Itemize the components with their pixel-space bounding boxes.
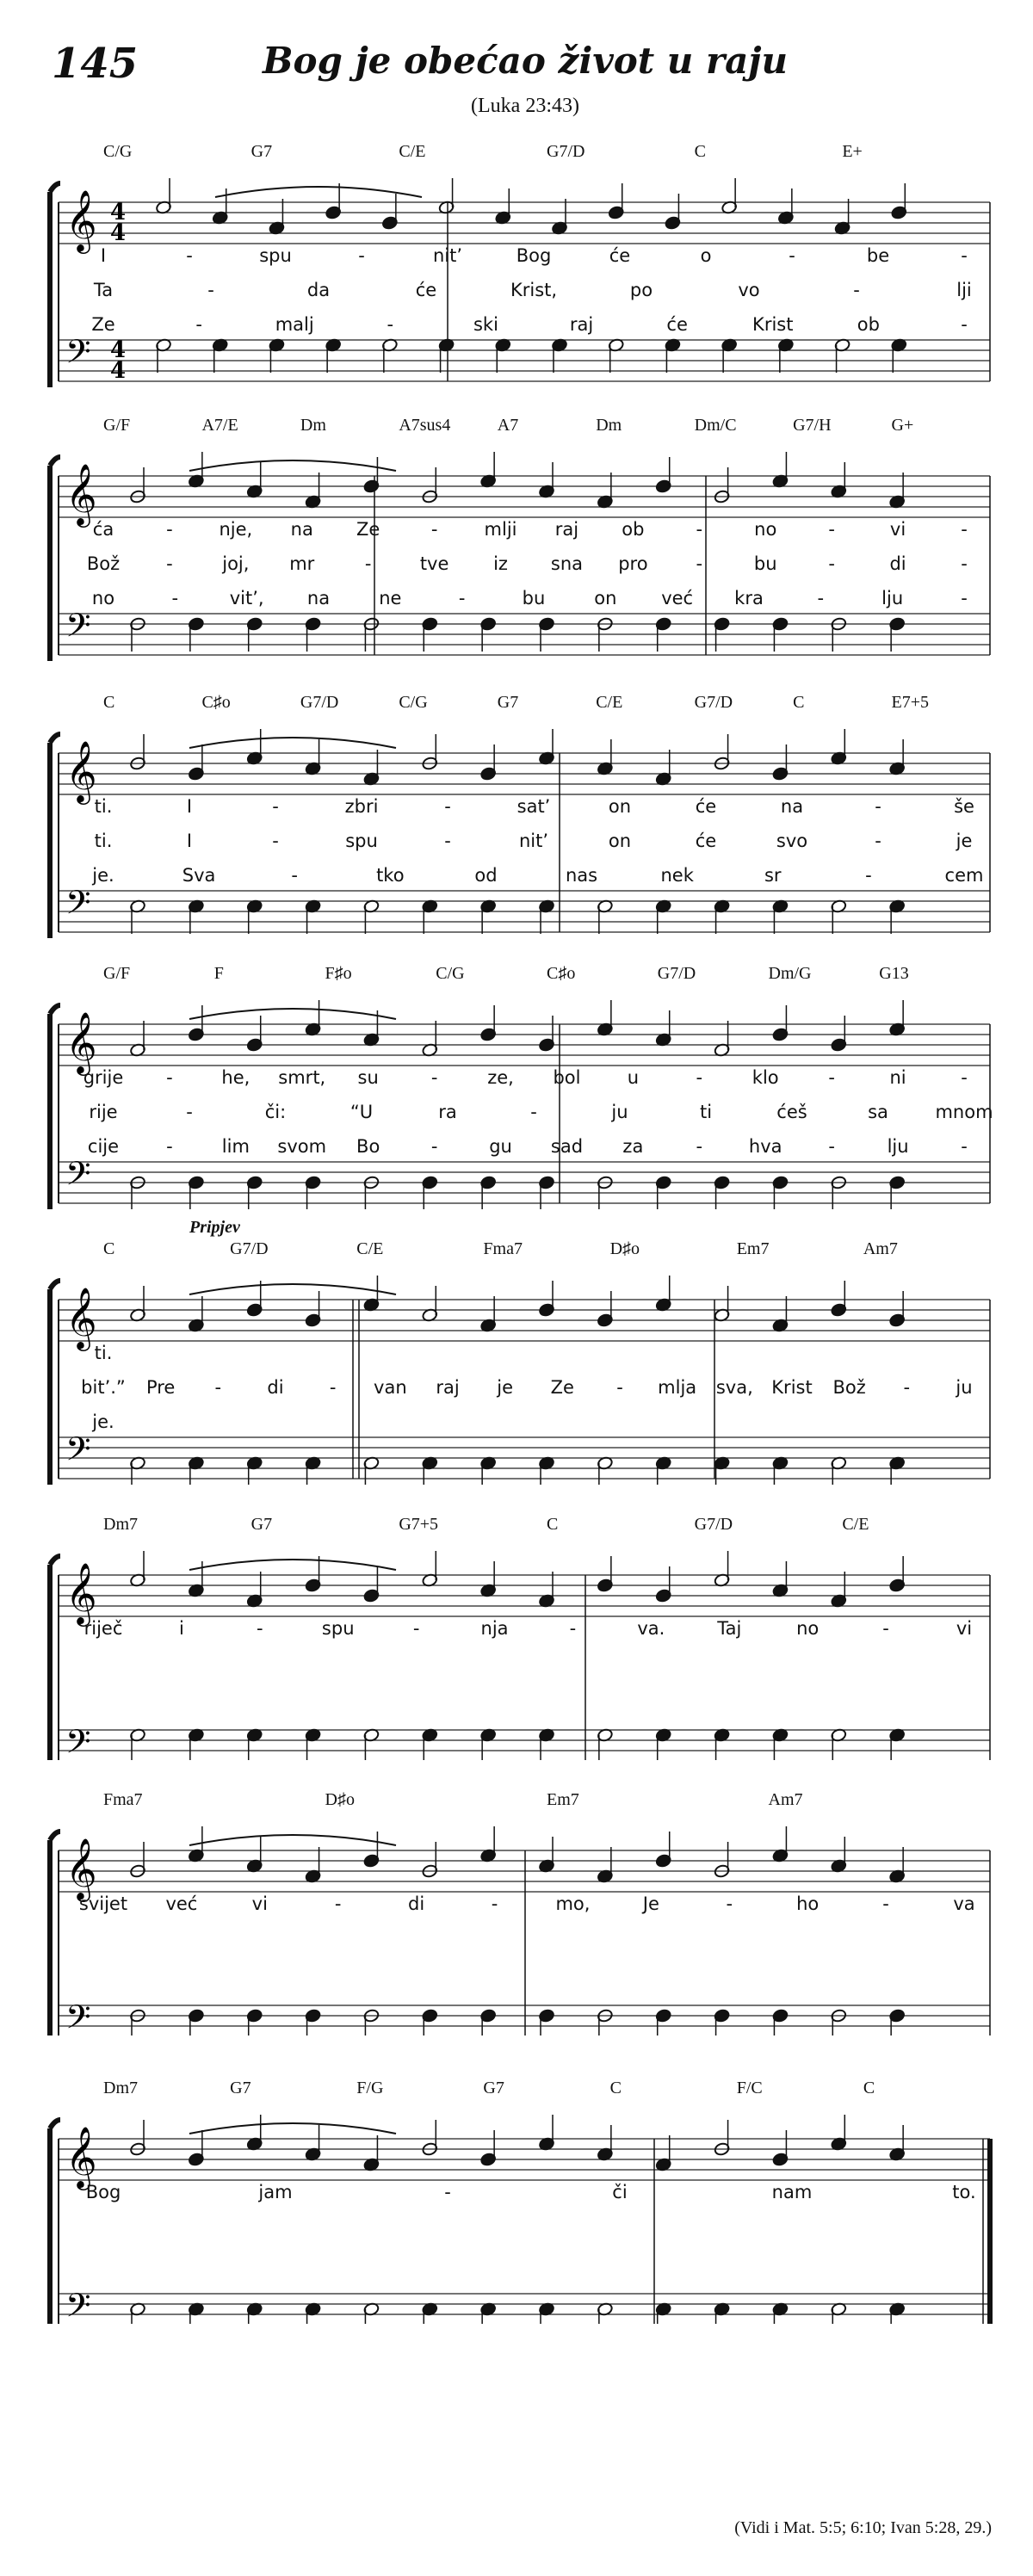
lyric-syllable: bol xyxy=(553,1067,581,1088)
lyric-syllable: di xyxy=(267,1377,284,1398)
lyric-syllable: - xyxy=(696,519,703,540)
lyric-syllable: ob xyxy=(857,314,880,335)
lyric-syllable: - xyxy=(166,519,173,540)
lyric-syllable: Ta xyxy=(93,280,114,300)
lyric-syllable: mr xyxy=(289,553,315,574)
lyric-syllable: već xyxy=(661,588,694,608)
lyric-syllable: - xyxy=(828,1136,835,1157)
chord-symbol: Dm xyxy=(596,416,622,435)
chord-symbol: E7+5 xyxy=(891,693,930,712)
lyric-syllable: nja xyxy=(480,1618,509,1639)
lyric-syllable: - xyxy=(195,314,202,335)
lyric-syllable: ćeš xyxy=(776,1102,807,1122)
lyric-syllable: u xyxy=(627,1067,640,1088)
lyric-syllable: to. xyxy=(952,2182,976,2202)
section-label: Pripjev xyxy=(189,1218,240,1237)
lyric-syllable: ti xyxy=(699,1102,713,1122)
lyric-syllable: - xyxy=(853,280,860,300)
chord-symbol: Fma7 xyxy=(483,1239,523,1258)
chord-symbol: G7+5 xyxy=(399,1515,439,1534)
lyric-syllable: ni xyxy=(889,1067,906,1088)
lyric-syllable: - xyxy=(696,1067,703,1088)
chord-symbol: C/E xyxy=(596,693,623,712)
lyric-syllable: - xyxy=(329,1377,337,1398)
lyric-syllable: - xyxy=(828,553,835,574)
chord-symbol: C xyxy=(863,2079,875,2097)
treble-clef: 𝄞 xyxy=(65,739,97,802)
lyric-syllable: Je xyxy=(642,1893,659,1914)
lyric-syllable: vit’, xyxy=(229,588,264,608)
lyric-syllable: bit’.” xyxy=(81,1377,126,1398)
lyric-syllable: - xyxy=(272,831,279,851)
lyric-syllable: Ze xyxy=(91,314,115,335)
lyric-syllable: je. xyxy=(92,865,114,886)
lyric-syllable: ski xyxy=(473,314,498,335)
lyric-syllable: spu xyxy=(259,245,292,266)
lyric-syllable: - xyxy=(214,1377,222,1398)
lyric-syllable: Bož xyxy=(86,553,121,574)
lyric-syllable: - xyxy=(817,588,825,608)
treble-clef: 𝄞 xyxy=(65,1837,97,1900)
chord-symbol: C/G xyxy=(103,142,133,161)
chord-symbol: C/E xyxy=(842,1515,869,1534)
lyric-syllable: - xyxy=(875,796,881,817)
lyric-syllable: Bo xyxy=(356,1136,380,1157)
lyric-syllable: - xyxy=(171,588,179,608)
lyric-syllable: spu xyxy=(321,1618,355,1639)
lyric-syllable: ju xyxy=(611,1102,628,1122)
lyric-syllable: I xyxy=(100,245,107,266)
lyric-syllable: od xyxy=(474,865,498,886)
lyric-syllable: lim xyxy=(221,1136,250,1157)
chord-symbol: G+ xyxy=(891,416,914,435)
lyric-syllable: - xyxy=(865,865,872,886)
lyric-syllable: Ze xyxy=(356,519,380,540)
lyric-syllable: nam xyxy=(771,2182,813,2202)
slur xyxy=(189,1560,396,1570)
lyric-syllable: svo xyxy=(776,831,808,851)
chord-symbol: D♯o xyxy=(609,1239,640,1258)
bass-clef: 𝄢 xyxy=(65,606,91,652)
music-system xyxy=(43,2066,999,2324)
lyric-syllable: Pre xyxy=(145,1377,176,1398)
chord-symbol: Dm7 xyxy=(103,2079,138,2097)
lyric-syllable: - xyxy=(961,245,968,266)
lyric-syllable: - xyxy=(961,588,968,608)
chord-symbol: G7/D xyxy=(694,1515,733,1534)
lyric-syllable: nje, xyxy=(219,519,253,540)
lyric-syllable: nek xyxy=(660,865,694,886)
lyric-syllable: mlja xyxy=(658,1377,697,1398)
lyric-syllable: - xyxy=(430,1136,438,1157)
hymn-number: 145 xyxy=(52,40,139,88)
lyric-syllable: će xyxy=(695,796,717,817)
lyric-syllable: - xyxy=(358,245,365,266)
lyric-syllable: “U xyxy=(349,1102,374,1122)
lyric-syllable: na xyxy=(780,796,804,817)
lyric-syllable: po xyxy=(629,280,653,300)
lyric-syllable: svijet xyxy=(78,1893,128,1914)
lyric-syllable: raj xyxy=(436,1377,460,1398)
staff-system-svg xyxy=(43,2066,999,2324)
lyric-syllable: - xyxy=(961,1067,968,1088)
staff-system-svg xyxy=(43,403,999,661)
bass-clef: 𝄢 xyxy=(65,1998,91,2035)
lyric-syllable: bu xyxy=(753,553,777,574)
bass-clef: 𝄢 xyxy=(65,883,91,930)
lyric-syllable: - xyxy=(882,1893,889,1914)
chord-symbol: G7/D xyxy=(547,142,585,161)
lyric-syllable: - xyxy=(491,1893,498,1914)
lyric-syllable: - xyxy=(961,553,968,574)
lyric-syllable: - xyxy=(186,1102,193,1122)
lyric-syllable: on xyxy=(608,831,632,851)
lyric-syllable: sna xyxy=(550,553,584,574)
chord-symbol: F♯o xyxy=(325,964,352,983)
music-system xyxy=(43,1218,999,1485)
chord-symbol: C xyxy=(547,1515,559,1534)
lyric-syllable: či: xyxy=(264,1102,287,1122)
chord-symbol: G7 xyxy=(497,693,519,712)
chord-symbol: G7/H xyxy=(793,416,832,435)
lyric-syllable: hva xyxy=(748,1136,782,1157)
lyric-syllable: sad xyxy=(550,1136,584,1157)
time-signature-digit: 4 xyxy=(110,220,127,246)
lyric-syllable: Bog xyxy=(516,245,552,266)
chord-symbol: G13 xyxy=(879,964,909,983)
lyric-syllable: I xyxy=(186,831,193,851)
chord-symbol: G7/D xyxy=(657,964,696,983)
staff-system-svg xyxy=(43,951,999,1209)
slur xyxy=(189,1284,396,1294)
lyric-syllable: - xyxy=(789,245,795,266)
bass-clef: 𝄢 xyxy=(65,1722,91,1760)
lyric-syllable: lju xyxy=(881,588,904,608)
lyric-syllable: je xyxy=(497,1377,514,1398)
lyric-syllable: vi xyxy=(956,1618,973,1639)
lyric-syllable: grije xyxy=(83,1067,124,1088)
lyric-syllable: sa xyxy=(868,1102,888,1122)
chord-symbol: C xyxy=(103,693,115,712)
treble-clef: 𝄞 xyxy=(65,462,97,525)
hymn-header xyxy=(52,34,999,138)
chord-symbol: G7/D xyxy=(694,693,733,712)
music-system xyxy=(43,403,999,661)
lyric-syllable: va xyxy=(953,1893,975,1914)
lyric-syllable: - xyxy=(696,1136,703,1157)
chord-symbol: E+ xyxy=(842,142,863,161)
lyric-syllable: su xyxy=(357,1067,379,1088)
bass-clef: 𝄢 xyxy=(65,2286,91,2324)
time-signature-digit: 4 xyxy=(110,200,127,225)
music-system xyxy=(43,1777,999,2035)
lyric-syllable: smrt, xyxy=(278,1067,326,1088)
music-system xyxy=(43,951,999,1209)
chord-symbol: C♯o xyxy=(201,693,231,712)
lyric-syllable: sr xyxy=(764,865,782,886)
lyric-syllable: - xyxy=(882,1618,889,1639)
lyric-syllable: - xyxy=(875,831,881,851)
chord-symbol: C xyxy=(694,142,706,161)
lyric-syllable: o xyxy=(700,245,712,266)
lyric-syllable: ho xyxy=(796,1893,820,1914)
lyric-syllable: - xyxy=(166,1067,173,1088)
chord-symbol: G7 xyxy=(251,1515,273,1534)
chord-symbol: Dm/G xyxy=(768,964,812,983)
chord-symbol: Em7 xyxy=(736,1239,770,1258)
lyric-syllable: - xyxy=(616,1377,623,1398)
lyric-syllable: malj xyxy=(275,314,314,335)
scripture-reference: (Luka 23:43) xyxy=(471,95,579,117)
lyric-syllable: je. xyxy=(92,1412,114,1432)
lyric-syllable: Ze xyxy=(550,1377,574,1398)
lyric-syllable: ra xyxy=(438,1102,457,1122)
lyric-syllable: riječ xyxy=(84,1618,123,1639)
lyric-syllable: ze, xyxy=(487,1067,514,1088)
chord-symbol: G/F xyxy=(103,416,131,435)
lyric-syllable: I xyxy=(186,796,193,817)
bass-clef: 𝄢 xyxy=(65,1430,91,1476)
lyric-syllable: ne xyxy=(379,588,402,608)
lyric-syllable: lju xyxy=(887,1136,909,1157)
chord-symbol: Am7 xyxy=(768,1790,803,1809)
chord-symbol: C/G xyxy=(436,964,465,983)
chord-symbol: F/G xyxy=(356,2079,384,2097)
lyric-syllable: va. xyxy=(637,1618,665,1639)
chord-symbol: A7 xyxy=(497,416,519,435)
lyric-syllable: - xyxy=(166,1136,173,1157)
chord-symbol: F xyxy=(213,964,224,983)
music-system xyxy=(43,129,999,387)
lyric-syllable: ti. xyxy=(94,1343,113,1363)
lyric-syllable: je xyxy=(956,831,973,851)
chord-symbol: C xyxy=(609,2079,622,2097)
bass-clef: 𝄢 xyxy=(65,332,91,379)
bass-clef: 𝄢 xyxy=(65,1154,91,1201)
chord-symbol: D♯o xyxy=(325,1790,355,1809)
lyric-syllable: - xyxy=(726,1893,733,1914)
lyric-syllable: - xyxy=(961,314,968,335)
slur xyxy=(189,1009,396,1019)
lyric-syllable: - xyxy=(569,1618,577,1639)
chord-symbol: Dm7 xyxy=(103,1515,138,1534)
chord-symbol: Dm xyxy=(300,416,326,435)
lyric-syllable: bu xyxy=(522,588,546,608)
chord-symbol: A7/E xyxy=(201,416,238,435)
lyric-syllable: ća xyxy=(92,519,114,540)
lyric-syllable: on xyxy=(608,796,632,817)
lyric-syllable: - xyxy=(828,519,835,540)
lyric-syllable: še xyxy=(954,796,974,817)
chord-symbol: C xyxy=(103,1239,115,1258)
lyric-syllable: ti. xyxy=(94,831,113,851)
lyric-syllable: cem xyxy=(944,865,984,886)
lyric-syllable: - xyxy=(166,553,173,574)
hymn-title: Bog je obećao život u raju xyxy=(262,40,789,82)
lyric-syllable: da xyxy=(306,280,331,300)
chord-symbol: Em7 xyxy=(547,1790,579,1809)
footer-reference: (Vidi i Mat. 5:5; 6:10; Ivan 5:28, 29.) xyxy=(734,2518,992,2537)
lyric-syllable: ob xyxy=(622,519,645,540)
lyric-syllable: gu xyxy=(489,1136,512,1157)
chord-symbol: G/F xyxy=(103,964,131,983)
lyric-syllable: či xyxy=(612,2182,628,2202)
lyric-syllable: no xyxy=(796,1618,820,1639)
music-system xyxy=(43,1502,999,1760)
time-signature-digit: 4 xyxy=(110,358,127,384)
lyric-syllable: tko xyxy=(376,865,405,886)
lyric-syllable: Krist xyxy=(771,1377,813,1398)
lyric-syllable: već xyxy=(165,1893,198,1914)
lyric-syllable: di xyxy=(889,553,906,574)
lyric-syllable: raj xyxy=(554,519,579,540)
lyric-syllable: no xyxy=(91,588,115,608)
lyric-syllable: - xyxy=(272,796,279,817)
lyric-syllable: nas xyxy=(565,865,598,886)
lyric-syllable: - xyxy=(412,1618,420,1639)
lyric-syllable: za xyxy=(622,1136,644,1157)
lyric-syllable: - xyxy=(257,1618,263,1639)
lyric-syllable: - xyxy=(458,588,466,608)
chord-symbol: C/G xyxy=(399,693,428,712)
slur xyxy=(189,460,396,471)
chord-symbol: C♯o xyxy=(547,964,576,983)
lyric-syllable: kra xyxy=(734,588,764,608)
lyric-syllable: Bož xyxy=(832,1377,866,1398)
lyric-syllable: - xyxy=(430,1067,438,1088)
lyric-syllable: rije xyxy=(89,1102,118,1122)
lyric-syllable: sat’ xyxy=(516,796,551,817)
lyric-syllable: - xyxy=(334,1893,342,1914)
lyric-syllable: će xyxy=(415,280,437,300)
chord-symbol: G7 xyxy=(483,2079,504,2097)
lyric-syllable: on xyxy=(594,588,617,608)
slur xyxy=(189,2123,396,2134)
chord-symbol: C xyxy=(793,693,805,712)
slur xyxy=(215,187,422,197)
lyric-syllable: svom xyxy=(277,1136,327,1157)
lyric-syllable: i xyxy=(178,1618,184,1639)
slur xyxy=(189,738,396,748)
lyric-syllable: van xyxy=(374,1377,407,1398)
lyric-syllable: klo xyxy=(752,1067,779,1088)
chord-symbol: Fma7 xyxy=(103,1790,143,1809)
lyric-syllable: Taj xyxy=(717,1618,742,1639)
lyric-syllable: - xyxy=(530,1102,537,1122)
lyric-syllable: spu xyxy=(345,831,378,851)
lyric-syllable: iz xyxy=(493,553,508,574)
chord-symbol: A7sus4 xyxy=(399,416,451,435)
lyric-syllable: tve xyxy=(419,553,449,574)
lyric-syllable: lji xyxy=(956,280,972,300)
lyric-syllable: jam xyxy=(258,2182,293,2202)
lyric-syllable: će xyxy=(666,314,688,335)
treble-clef: 𝄞 xyxy=(65,1010,97,1073)
chord-symbol: G7/D xyxy=(230,1239,269,1258)
lyric-syllable: - xyxy=(961,1136,968,1157)
chord-symbol: Dm/C xyxy=(694,416,737,435)
staff-system-svg xyxy=(43,1226,999,1485)
lyric-syllable: na xyxy=(306,588,331,608)
chord-symbol: G7 xyxy=(251,142,273,161)
lyric-syllable: - xyxy=(364,553,372,574)
staff-system-svg xyxy=(43,1502,999,1760)
lyric-syllable: - xyxy=(961,519,968,540)
treble-clef: 𝄞 xyxy=(65,1561,97,1624)
lyric-syllable: Krist, xyxy=(510,280,558,300)
lyric-syllable: mlji xyxy=(484,519,517,540)
lyric-syllable: raj xyxy=(569,314,594,335)
lyric-syllable: mnom xyxy=(935,1102,993,1122)
time-signature-digit: 4 xyxy=(110,337,127,363)
lyric-syllable: - xyxy=(444,831,451,851)
slur xyxy=(189,1835,396,1845)
lyric-syllable: Bog xyxy=(85,2182,121,2202)
lyric-syllable: sva, xyxy=(715,1377,753,1398)
lyric-syllable: cije xyxy=(87,1136,120,1157)
lyric-syllable: - xyxy=(828,1067,835,1088)
chord-symbol: C/E xyxy=(399,142,426,161)
lyric-syllable: - xyxy=(430,519,438,540)
lyric-syllable: Krist xyxy=(752,314,794,335)
lyric-syllable: nit’ xyxy=(518,831,549,851)
lyric-syllable: - xyxy=(387,314,394,335)
lyric-syllable: - xyxy=(291,865,299,886)
lyric-syllable: - xyxy=(903,1377,911,1398)
treble-clef: 𝄞 xyxy=(65,188,97,251)
lyric-syllable: zbri xyxy=(344,796,379,817)
treble-clef: 𝄞 xyxy=(65,1286,97,1349)
lyric-syllable: - xyxy=(186,245,193,266)
lyric-syllable: - xyxy=(444,796,451,817)
lyric-syllable: ju xyxy=(956,1377,973,1398)
lyric-syllable: - xyxy=(444,2182,451,2202)
lyric-syllable: - xyxy=(207,280,214,300)
lyric-syllable: vo xyxy=(738,280,760,300)
lyric-syllable: vi xyxy=(251,1893,268,1914)
chord-symbol: G7/D xyxy=(300,693,339,712)
lyric-syllable: di xyxy=(408,1893,425,1914)
chord-symbol: F/C xyxy=(736,2079,763,2097)
chord-symbol: Am7 xyxy=(863,1239,898,1258)
lyric-syllable: Sva xyxy=(182,865,216,886)
lyric-syllable: - xyxy=(696,553,703,574)
lyric-syllable: joj, xyxy=(222,553,250,574)
lyric-syllable: vi xyxy=(889,519,906,540)
chord-symbol: G7 xyxy=(230,2079,251,2097)
lyric-syllable: pro xyxy=(618,553,648,574)
lyric-syllable: na xyxy=(290,519,313,540)
lyric-syllable: no xyxy=(754,519,777,540)
lyric-syllable: mo, xyxy=(555,1893,591,1914)
chord-symbol: C/E xyxy=(356,1239,384,1258)
music-system xyxy=(43,680,999,938)
lyric-syllable: be xyxy=(866,245,890,266)
lyric-syllable: će xyxy=(609,245,631,266)
lyric-syllable: nit’ xyxy=(432,245,463,266)
treble-clef: 𝄞 xyxy=(65,2125,97,2188)
lyric-syllable: će xyxy=(695,831,717,851)
lyric-syllable: ti. xyxy=(94,796,113,817)
lyric-syllable: he, xyxy=(221,1067,251,1088)
